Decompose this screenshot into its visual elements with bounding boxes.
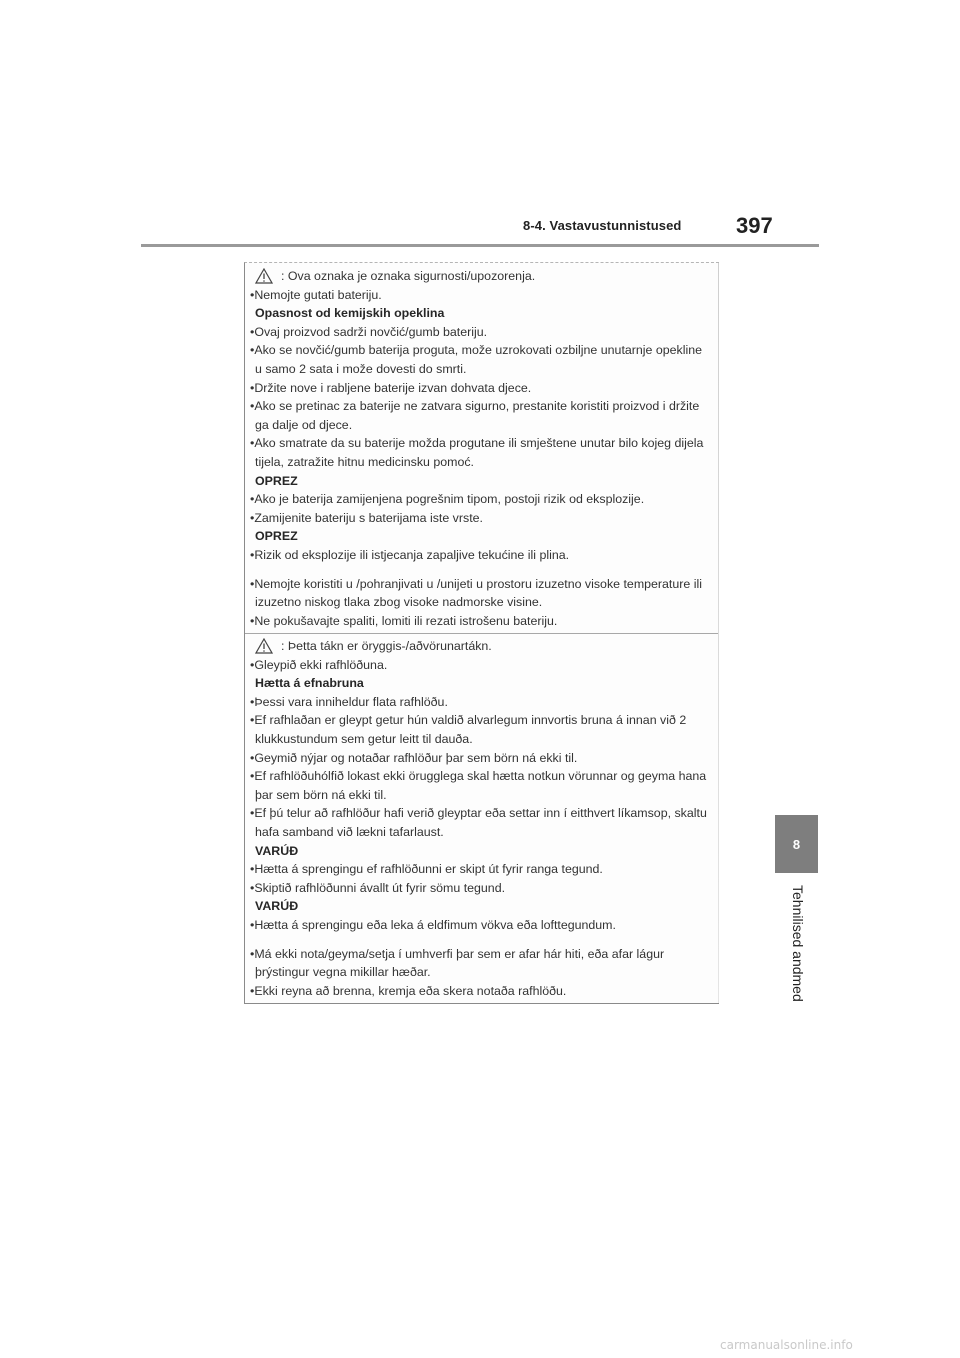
warning-item: •Nemojte koristiti u /pohranjivati u /unijeti u prostoru izuzetno visoke temperature ili izuzetno niskog tlaka zbog visoke nadmorske visine.	[250, 576, 702, 610]
warning-item: •Ne pokušavajte spaliti, lomiti ili rezati istrošenu bateriju.	[250, 613, 558, 628]
warning-item: •Geymið nýjar og notaðar rafhlöður þar sem börn ná ekki til.	[250, 750, 578, 765]
croatian-panel	[250, 267, 710, 630]
warning-item: •Má ekki nota/geyma/setja í umhverfi þar sem er afar hár hiti, eða afar lágur þrýstingur vegna mikillar hæðar.	[250, 946, 665, 980]
section-heading: Opasnost od kemijskih opeklina	[255, 306, 445, 321]
warning-item: •Ef rafhlöðuhólfið lokast ekki örugglega skal hætta notkun vörunnar og geyma hana þar sem börn ná ekki til.	[250, 769, 707, 802]
warning-item: •Ako se novčić/gumb baterija proguta, može uzrokovati ozbiljne unutarnje opekline u samo 2 sata i može dovesti do smrti.	[250, 343, 703, 376]
croatian-symbol-text: : Ova oznaka je oznaka sigurnosti/upozorenja.	[281, 269, 536, 283]
spacer	[255, 935, 710, 945]
icelandic-symbol-line	[255, 637, 710, 656]
warning-item: •Ekki reyna að brenna, kremja eða skera notaða rafhlöðu.	[250, 983, 567, 998]
watermark: carmanualsonline.info	[720, 1338, 853, 1352]
warning-item: •Ef rafhlaðan er gleypt getur hún valdið alvarlegum innvortis bruna á innan við 2 klukkustundum sem getur leitt til dauða.	[250, 713, 687, 746]
icelandic-panel	[250, 637, 710, 1000]
warning-item: •Zamijenite bateriju s baterijama iste vrste.	[250, 510, 483, 525]
warning-item: •Ako je baterija zamijenjena pogrešnim tipom, postoji rizik od eksplozije.	[250, 492, 645, 507]
section-title: 8-4. Vastavustunnistused	[523, 218, 682, 233]
icelandic-symbol-text: : Þetta tákn er öryggis-/aðvörunartákn.	[281, 639, 492, 653]
warning-item: •Ako se pretinac za baterije ne zatvara sigurno, prestanite koristiti proizvod i držite ga dalje od djece.	[250, 399, 700, 432]
warning-item: •Þessi vara inniheldur flata rafhlöðu.	[250, 694, 448, 709]
section-heading: OPREZ	[255, 529, 298, 544]
section-heading: Hætta á efnabruna	[255, 676, 364, 691]
warning-item: •Ovaj proizvod sadrži novčić/gumb bateriju.	[250, 324, 488, 339]
warning-item: •Hætta á sprengingu ef rafhlöðunni er skipt út fyrir ranga tegund.	[250, 862, 603, 877]
warning-item: •Skiptið rafhlöðunni ávallt út fyrir sömu tegund.	[250, 880, 506, 895]
warning-item: •Gleypið ekki rafhlöðuna.	[250, 657, 388, 672]
croatian-symbol-line	[255, 267, 710, 286]
chapter-tab	[775, 815, 818, 873]
section-heading: VARÚÐ	[255, 899, 299, 914]
warning-item: •Rizik od eksplozije ili istjecanja zapaljive tekućine ili plina.	[250, 547, 570, 562]
warning-item: •Nemojte gutati bateriju.	[250, 287, 382, 302]
section-heading: VARÚÐ	[255, 843, 299, 858]
warning-item: •Ef þú telur að rafhlöður hafi verið gleyptar eða settar inn í eitthvert líkamsop, skaltu hafa samband við lækni tafarlaust.	[250, 806, 707, 839]
page-number: 397	[736, 213, 773, 238]
warning-item: •Hætta á sprengingu eða leka á eldfimum vökva eða lofttegundum.	[250, 917, 616, 932]
panel-divider	[245, 633, 719, 634]
warning-item: •Držite nove i rabljene baterije izvan dohvata djece.	[250, 380, 532, 395]
chapter-title: Tehnilised andmed	[790, 885, 806, 1002]
warning-triangle-icon	[255, 268, 273, 284]
section-heading: OPREZ	[255, 473, 298, 488]
header-rule	[141, 244, 819, 247]
warning-item: •Ako smatrate da su baterije možda progutane ili smještene unutar bilo kojeg dijela tijela, zatražite hitnu medicinsku pomoć.	[250, 436, 704, 469]
spacer	[255, 565, 710, 575]
warning-triangle-icon	[255, 638, 273, 654]
warning-label-scan	[244, 262, 719, 1004]
chapter-number: 8	[792, 836, 801, 852]
